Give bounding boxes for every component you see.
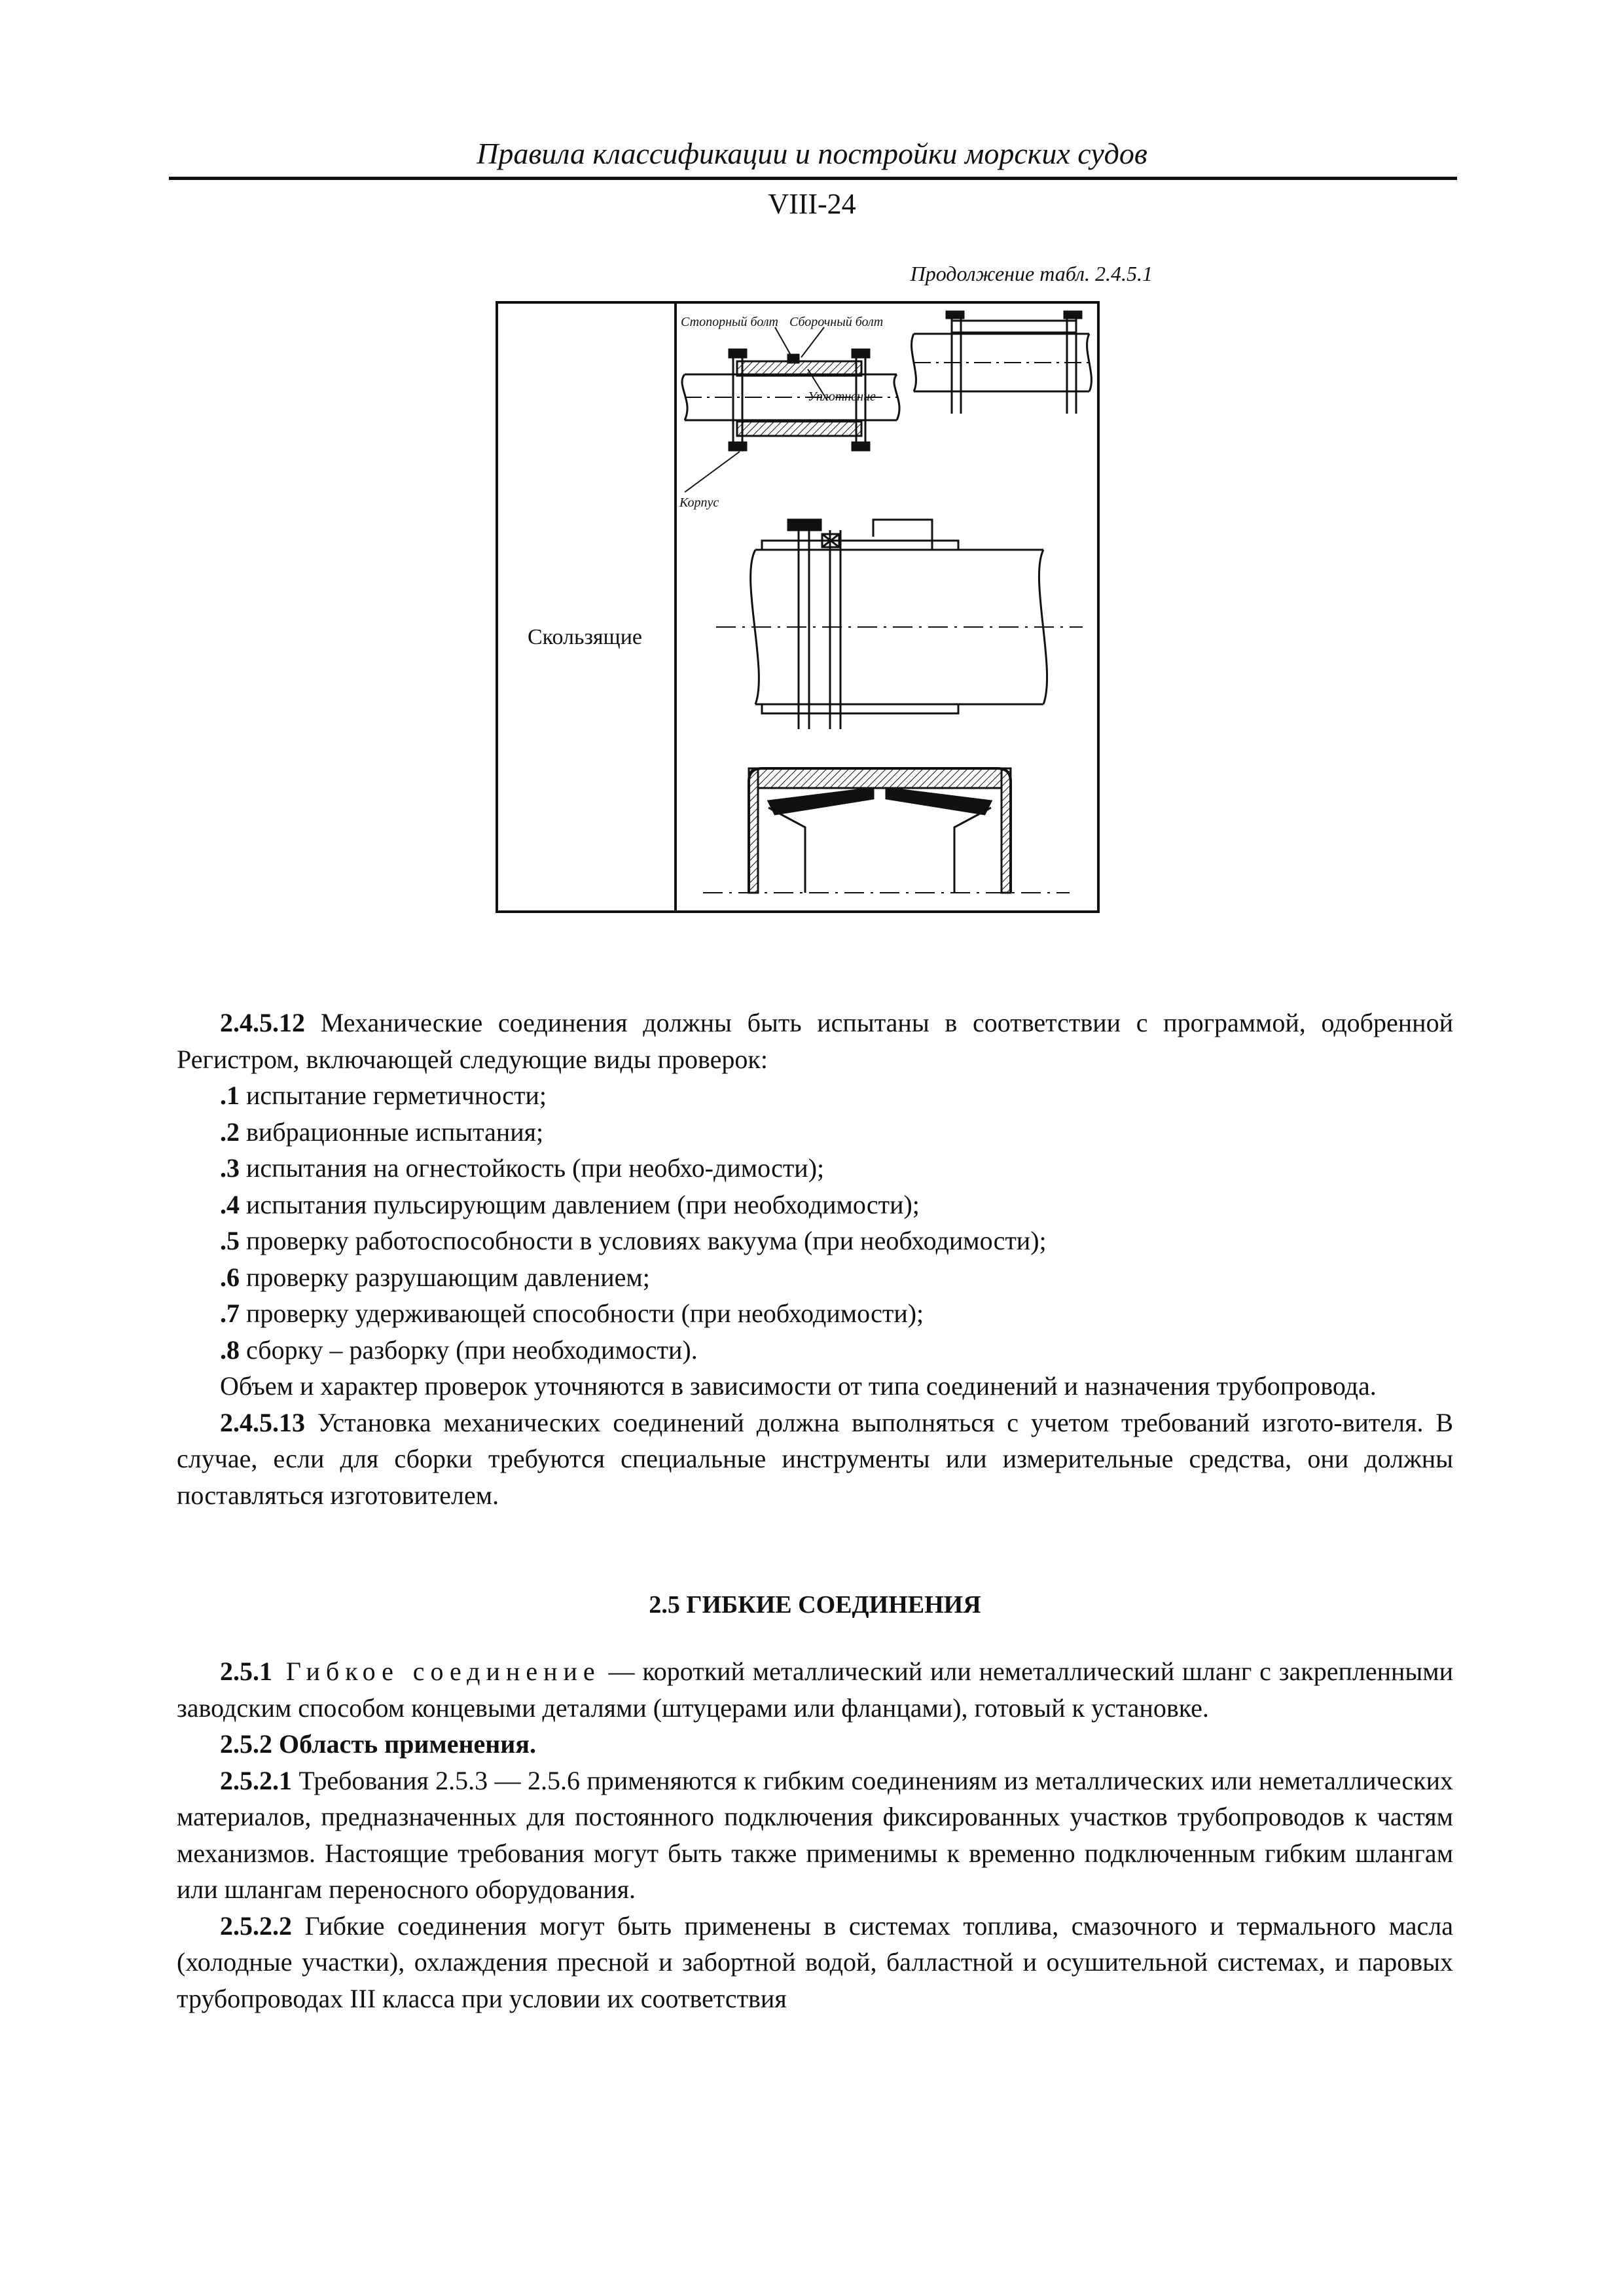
- list-item: [177, 1114, 1453, 1151]
- defined-term: Гибкое соединение: [272, 1657, 601, 1686]
- list-item-text: проверку работоспособности в условиях вакуума (при необходимости);: [240, 1226, 1047, 1255]
- clause-number: 2.5.1: [220, 1657, 272, 1686]
- list-item-text: испытания пульсирующим давлением (при необходимости);: [240, 1189, 920, 1219]
- list-item-text: испытание герметичности;: [240, 1081, 547, 1110]
- joint-sketch-b: [912, 312, 1092, 414]
- list-item: [177, 1077, 1453, 1114]
- section-title: 2.5 ГИБКИЕ СОЕДИНЕНИЯ: [649, 1591, 981, 1619]
- label-seal: Уплотнение: [808, 389, 876, 404]
- paragraph-scope: Объем и характер проверок уточняются в зависимости от типа соединений и назначения трубопровода.: [220, 1371, 1377, 1401]
- list-item-text: вибрационные испытания;: [240, 1117, 544, 1147]
- paragraph-2-4-5-12: [177, 1005, 1453, 1077]
- header-rule: [169, 177, 1457, 180]
- list-item-number: .4: [220, 1189, 240, 1219]
- clause-number: 2.4.5.13: [220, 1407, 305, 1437]
- paragraph-text: Гибкие соединения могут быть применены в системах топлива, смазочного и термального масла (холодные участки), охлаждения пресной и забортной водой, балластной и осушительной системах, и паровых трубопроводах III класса при условии их соответствия: [177, 1910, 1453, 2013]
- joint-sketch-d: [703, 768, 1070, 893]
- joint-sketch-a: [682, 327, 899, 492]
- label-assembly-bolt: Сборочный болт: [789, 315, 884, 329]
- paragraph-text: Механические соединения должны быть испытаны в соответствии с программой, одобренной Регистром, включающей следующие виды проверок:: [177, 1008, 1453, 1074]
- list-item: [177, 1295, 1453, 1332]
- list-item-number: .5: [220, 1226, 240, 1255]
- paragraph-text: Установка механических соединений должна выполняться с учетом требований изгото-вителя. В случае, если для сборки требуются специальные инструменты или измерительные средства, они должны поставляться изготовителем.: [177, 1407, 1453, 1510]
- list-item-text: проверку удерживающей способности (при необходимости);: [240, 1299, 924, 1328]
- paragraph-2-4-5-13: [177, 1405, 1453, 1514]
- body-text: [177, 1005, 1453, 2017]
- list-item: [177, 1259, 1453, 1296]
- paragraph-2-5-2-1: [177, 1763, 1453, 1908]
- subsection-heading: [177, 1726, 1453, 1763]
- list-item-number: .8: [220, 1335, 240, 1365]
- label-body: Корпус: [679, 495, 719, 510]
- sliding-joint-figure: [677, 304, 1097, 910]
- list-item-text: сборку – разборку (при необходимости).: [240, 1335, 698, 1365]
- list-item-number: .7: [220, 1299, 240, 1328]
- paragraph-text: Требования 2.5.3 — 2.5.6 применяются к гибким соединениям из металлических или неметаллических материалов, предназначенных для постоянного подключения фиксированных участков трубопроводов к частям механизмов. Настоящие требования могут быть также применимы к временно подключенным гибким шлангам или шлангам переносного оборудования.: [177, 1765, 1453, 1904]
- list-item: [177, 1150, 1453, 1187]
- paragraph-2-5-2-2: [177, 1908, 1453, 2017]
- clause-number: 2.5.2.2: [220, 1910, 292, 1941]
- list-item-number: .3: [220, 1153, 240, 1183]
- subsection-heading-text: 2.5.2 Область применения.: [220, 1729, 536, 1759]
- list-item: [177, 1187, 1453, 1223]
- list-item-text: испытания на огнестойкость (при необхо-димости);: [240, 1153, 825, 1183]
- list-item-text: проверку разрушающим давлением;: [240, 1262, 650, 1292]
- list-item-number: .1: [220, 1081, 240, 1110]
- list-item: [177, 1223, 1453, 1259]
- table-row-label: Скользящие: [527, 625, 643, 649]
- paragraph-text: — короткий металлический или неметаллический шланг с закрепленными заводским способом концевыми деталями (штуцерами или фланцами), готовый к установке.: [177, 1657, 1453, 1723]
- page-number: VIII-24: [768, 188, 856, 220]
- list-item: [177, 1332, 1453, 1369]
- clause-number: 2.5.2.1: [220, 1765, 292, 1795]
- running-header-title: Правила классификации и постройки морских судов: [477, 137, 1147, 170]
- paragraph-2-5-1: [177, 1653, 1453, 1726]
- clause-number: 2.4.5.12: [220, 1008, 305, 1037]
- table-caption: Продолжение табл. 2.4.5.1: [910, 262, 1153, 285]
- list-item-number: .2: [220, 1117, 240, 1147]
- joint-sketch-c: [716, 520, 1083, 729]
- list-item-number: .6: [220, 1262, 240, 1292]
- label-stop-bolt: Стопорный болт: [681, 315, 778, 329]
